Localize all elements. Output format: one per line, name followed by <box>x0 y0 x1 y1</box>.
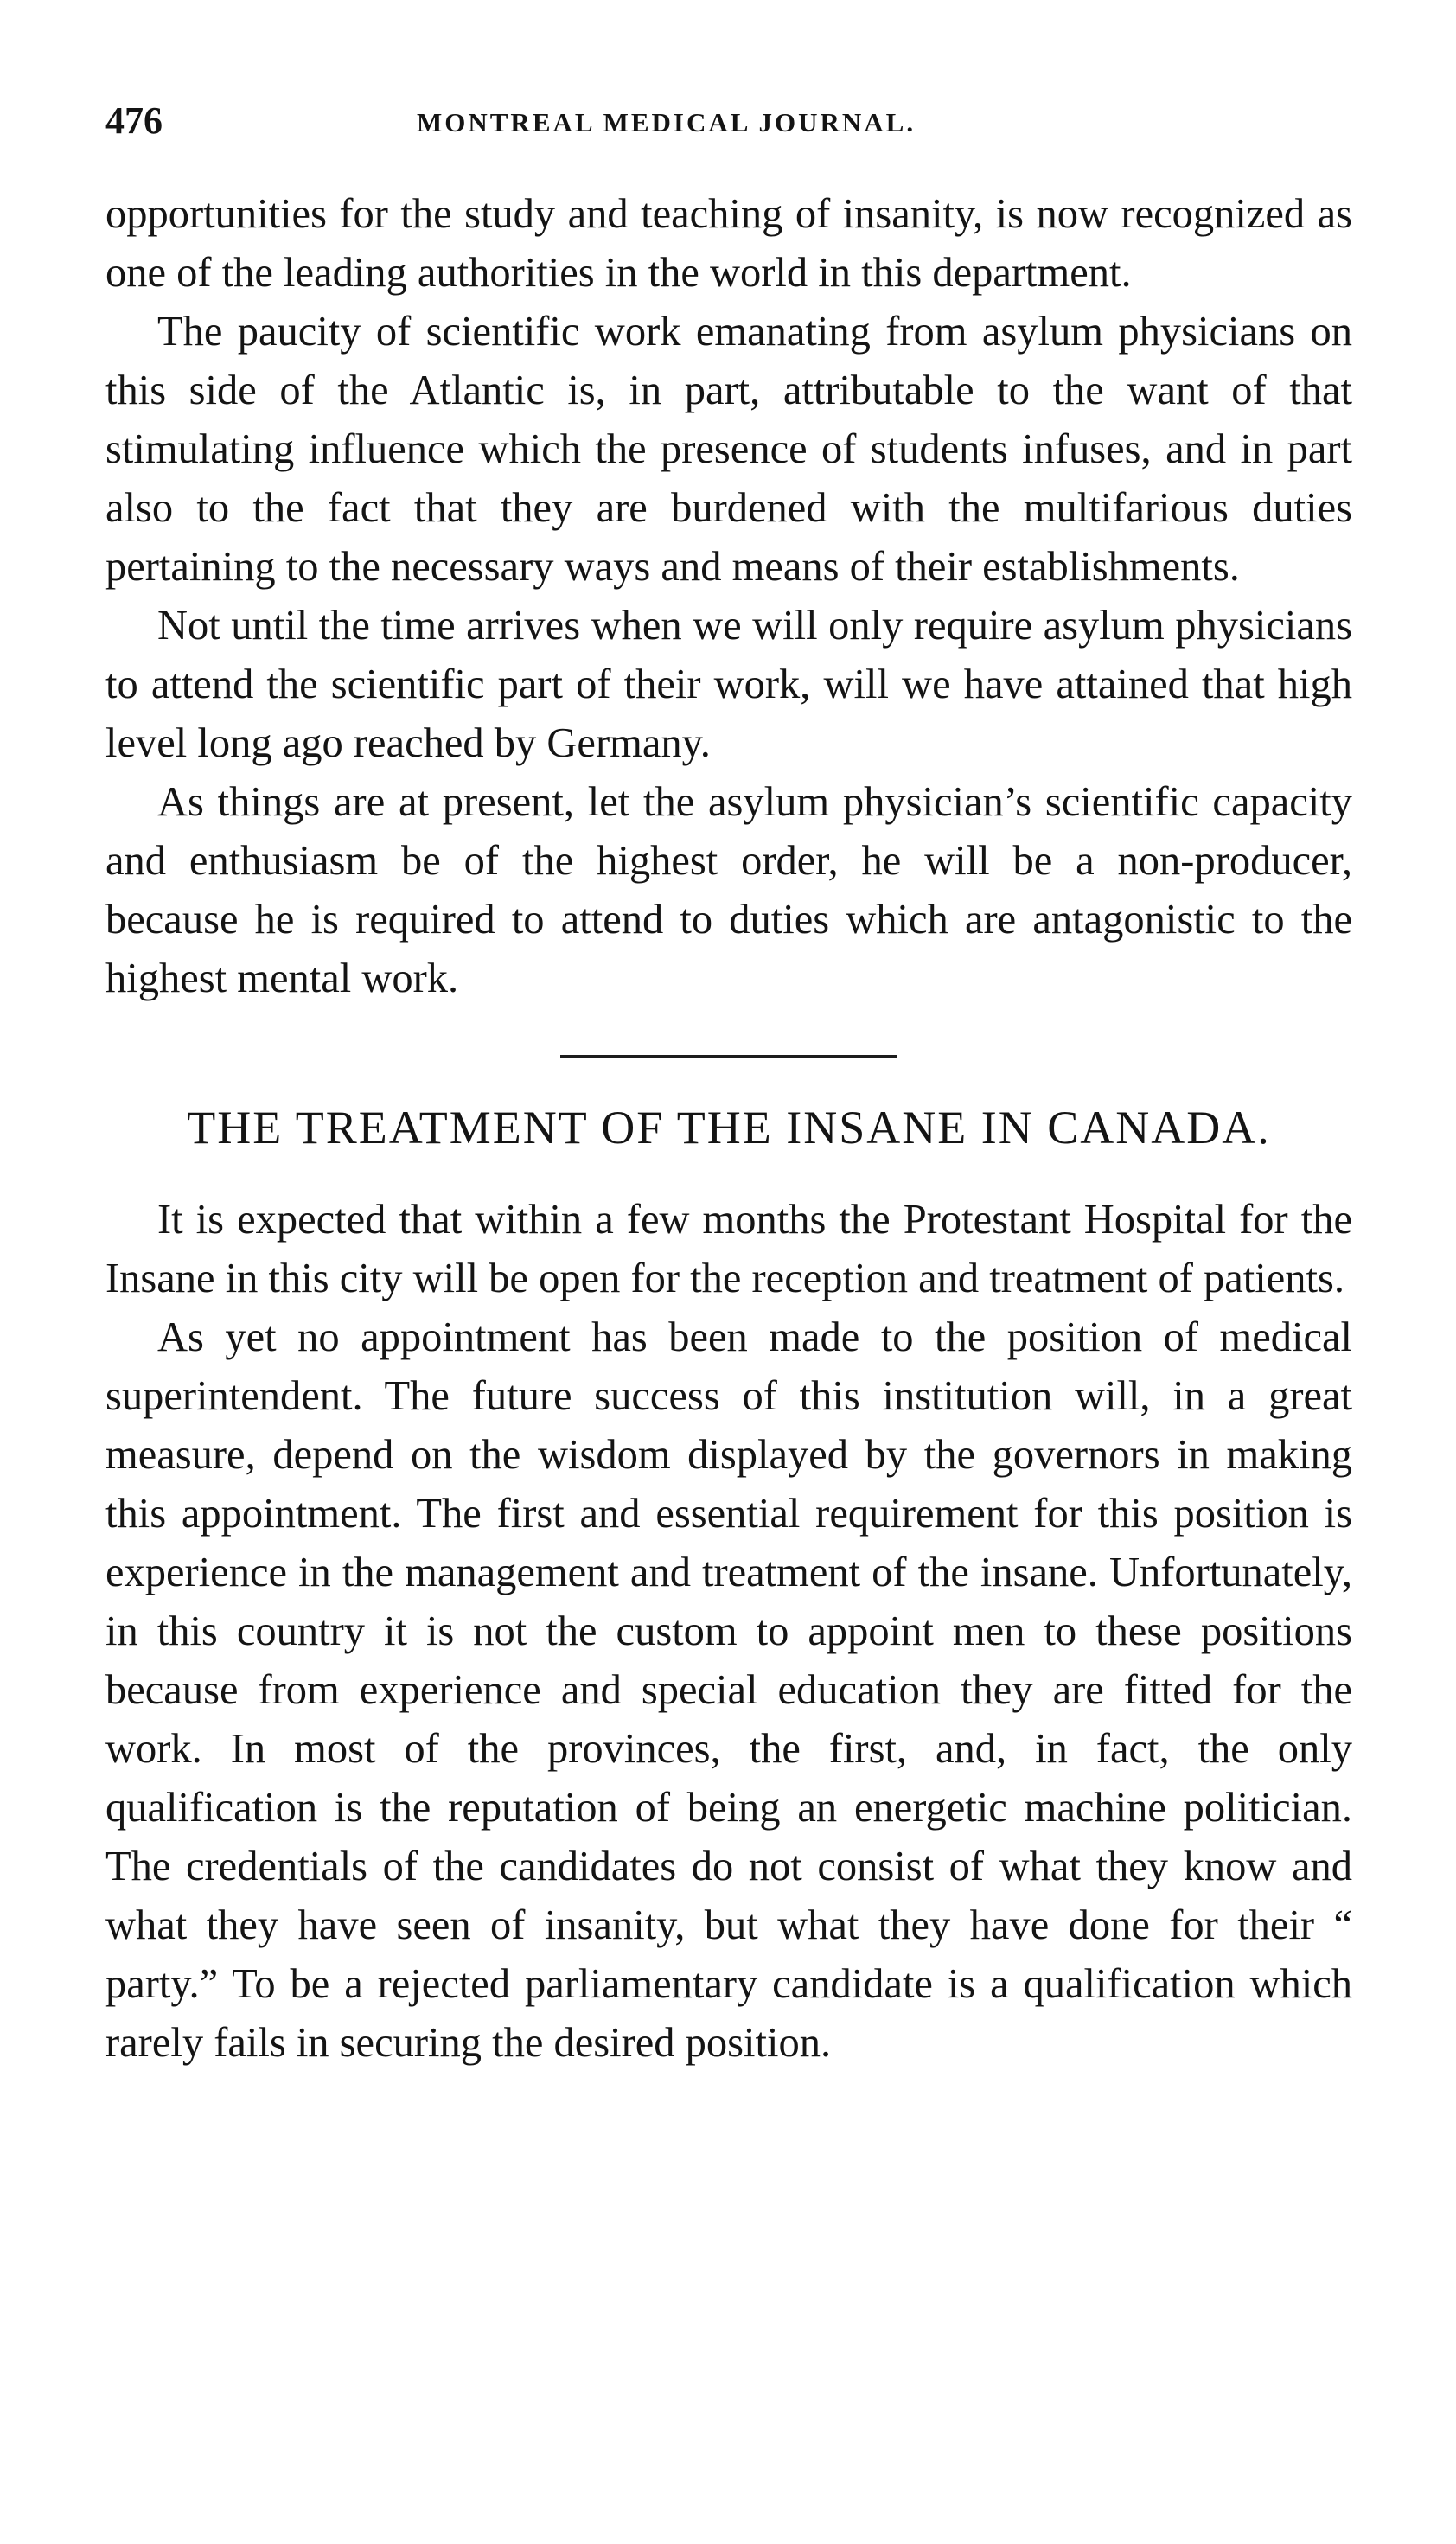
paragraph-not-until: Not until the time arrives when we will only require asylum physicians to attend the scientific part of their work, will we have attained that high level long ago reached by Germany. <box>105 603 1352 766</box>
paragraph-paucity: The paucity of scientific work emanating from asylum physicians on this side of the Atlantic is, in part, attributable to the want of that stimulating influence which the presence of students infuses, and in part also to the fact that they are burdened with the multifarious duties pertaining to the necessary ways and means of their establishments. <box>105 309 1352 590</box>
section-heading: THE TREATMENT OF THE INSANE IN CANADA. <box>187 1102 1271 1154</box>
article-body <box>105 1191 1352 2073</box>
journal-title: MONTREAL MEDICAL JOURNAL. <box>417 107 916 137</box>
page-number: 476 <box>105 99 163 142</box>
paragraph-expected: It is expected that within a few months the Protestant Hospital for the Insane in this city will be open for the reception and treatment of patients. <box>105 1197 1352 1301</box>
paragraph-continuation: opportunities for the study and teaching of insanity, is now recognized as one of the leading authorities in the world in this department. <box>105 191 1352 296</box>
section-divider <box>560 1055 897 1058</box>
paragraph-as-things: As things are at present, let the asylum physician’s scientific capacity and enthusiasm be of the highest order, he will be a non-producer, because he is required to attend to duties which are antagonistic to the highest mental work. <box>105 779 1352 1001</box>
article-continuation <box>105 185 1352 1008</box>
paragraph-appointment: As yet no appointment has been made to the position of medical superintendent. The future success of this institution will, in a great measure, depend on the wisdom displayed by the governors in making this appointment. The first and essential requirement for this position is experience in the management and treatment of the insane. Unfortunately, in this country it is not the custom to appoint men to these positions because from experience and special education they are fitted for the work. In most of the provinces, the first, and, in fact, the only qualification is the reputation of being an energetic machine politician. The credentials of the candidates do not consist of what they know and what they have seen of insanity, but what they have done for their “ party.” To be a rejected parliamentary candidate is a qualification which rarely fails in securing the desired position. <box>105 1314 1352 2066</box>
running-head <box>105 95 1352 156</box>
